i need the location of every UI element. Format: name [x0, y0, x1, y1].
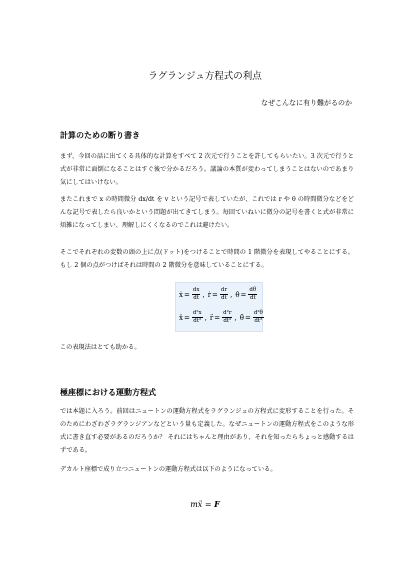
section-heading-polar-coordinates: 極座標における運動方程式 [60, 388, 156, 397]
fraction-denominator: dt [221, 295, 227, 301]
equation-lhs: ẋ [179, 290, 183, 299]
paragraph: そこでそれぞれの変数の頭の上に点(ドット)をつけることで時間の 1 階微分を表現してやることにする。もし 2 個の点がつけばそれは時間の 2 階微分を意味していることにする。 [60, 249, 354, 269]
equation-lhs: ẍ [179, 313, 183, 322]
paragraph: この表現法はとても助かる。 [60, 344, 141, 351]
fraction-numerator: d²r [223, 310, 232, 316]
equals-sign: = [183, 290, 190, 299]
equation-lhs: ṙ [207, 290, 212, 299]
paragraph: では本題に入ろう。前回はニュートンの運動方程式をラグランジュの方程式に変形することを行った。そのためにわざわざラグランジアンなどという量も定義した。なぜニュートンの運動方程式をこのような形式に書き直す必要があるのだろうか？ それにはちゃんと理由があり、それを知ったらちょっと感動するはずである。 [60, 408, 354, 454]
fraction [192, 287, 201, 302]
equation-row-first-derivatives [179, 287, 258, 302]
fraction-denominator: dt [249, 295, 256, 301]
newton-equation-lhs: mẍ [190, 500, 203, 509]
equals-sign: = [244, 313, 251, 322]
fraction-numerator: d²x [192, 310, 202, 316]
fraction [248, 287, 257, 302]
equals-sign: = [212, 290, 218, 299]
fraction-denominator: dt² [193, 318, 202, 324]
fraction-denominator: dt [193, 295, 199, 301]
document-subtitle: なぜこんなに有り難がるのか [261, 99, 352, 107]
equals-sign: = [183, 313, 190, 322]
fraction [192, 310, 203, 325]
comma: , [202, 290, 205, 299]
comma: , [230, 290, 233, 299]
fraction-numerator: dθ [249, 287, 257, 293]
newton-equation [0, 499, 410, 509]
equation-lhs: θ̇ [235, 290, 240, 299]
fraction-denominator: dt² [223, 318, 232, 324]
paragraph: まず、今回の話に出てくる具体的な計算をすべて 2 次元で行うことを許してもらいたい。3 次元で行うと式が非常に面倒になることはすぐ後で分かるだろう。議論の本質が変わってしまうことはないのであまり気にしてはいけない。 [60, 153, 354, 186]
equation-lhs: r̈ [209, 313, 214, 322]
fraction-numerator: dr [220, 287, 228, 293]
equation-lhs: θ̈ [239, 313, 244, 322]
document-title: ラグランジュ方程式の利点 [148, 71, 262, 82]
equals-sign: = [214, 313, 221, 322]
fraction-numerator: d²θ [253, 310, 263, 316]
paragraph: デカルト座標で成り立つニュートンの運動方程式は以下のようになっている。 [60, 466, 277, 473]
fraction-numerator: dx [192, 287, 200, 293]
newton-equation-rhs: F [214, 499, 220, 509]
equals-sign: = [240, 290, 247, 299]
fraction [222, 310, 232, 325]
comma: , [234, 313, 237, 322]
equation-row-second-derivatives [179, 310, 265, 325]
dot-notation-equation-box [175, 282, 263, 332]
comma: , [204, 313, 207, 322]
section-heading-notation: 計算のための断り書き [60, 131, 140, 140]
fraction [253, 310, 264, 325]
paragraph: またこれまで x の時間微分 dx/dt を v という記号で表していたが、これでは r や θ の時間微分などをどんな記号で表したら良いかという問題が出てきてしまう。毎回ていねいに微分の記号を書くと式が非常に煩雑になってしまい、理解しにくくなるのでこれは避けたい。 [60, 196, 354, 229]
fraction-denominator: dt² [254, 318, 263, 324]
equals-sign: = [204, 500, 212, 509]
fraction [220, 287, 228, 302]
